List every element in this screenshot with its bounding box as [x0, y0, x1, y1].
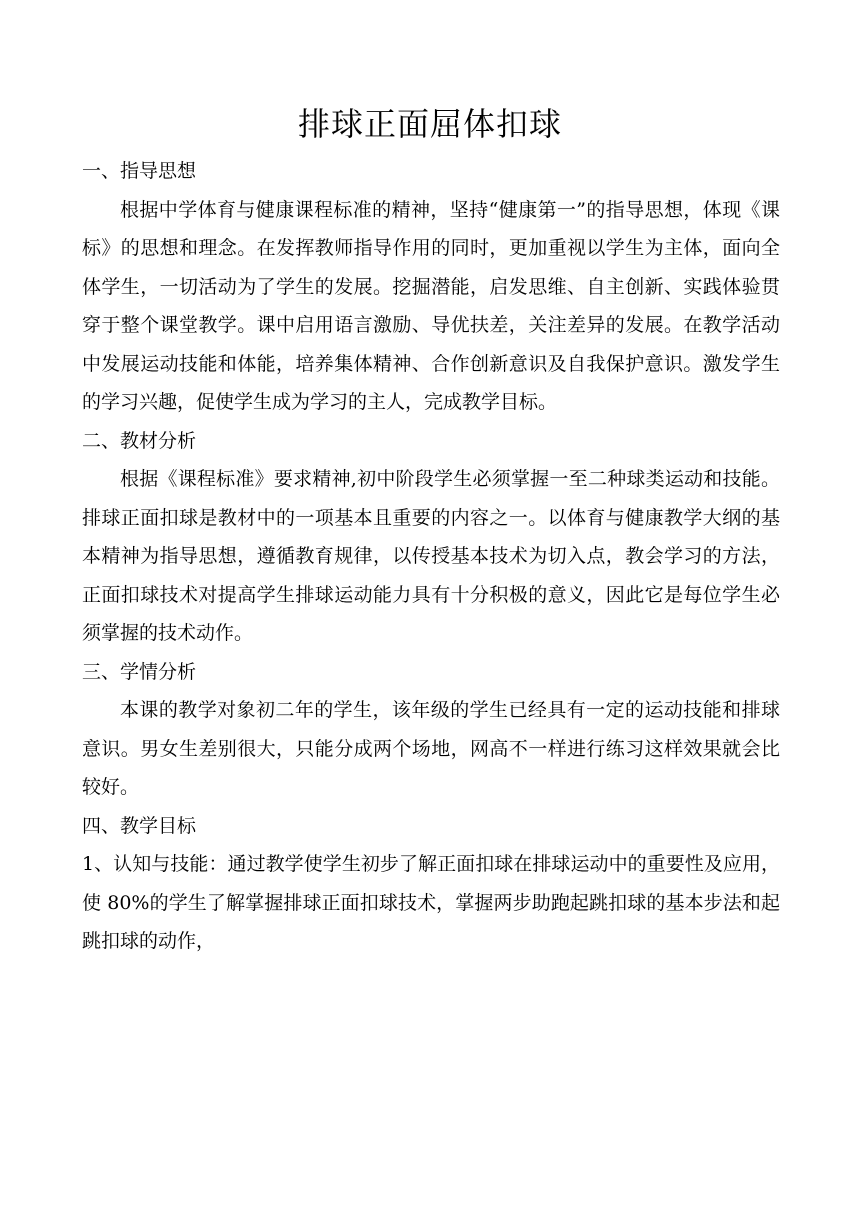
section-paragraph: 根据中学体育与健康课程标准的精神，坚持“健康第一”的指导思想，体现《课标》的思想和理念。在发挥教师指导作用的同时，更加重视以学生为主体，面向全体学生，一切活动为了学生的发展。挖掘潜能，启发思维、自主创新、实践体验贯穿于整个课堂教学。课中启用语言激励、导优扶差，关注差异的发展。在教学活动中发展运动技能和体能，培养集体精神、合作创新意识及自我保护意识。激发学生的学习兴趣，促使学生成为学习的主人，完成教学目标。	[82, 198, 780, 413]
section-heading: 二、教材分析	[82, 429, 197, 452]
section-student-analysis	[82, 653, 780, 807]
section-guiding-ideology	[82, 152, 780, 422]
document-body	[82, 152, 780, 961]
section-paragraph: 本课的教学对象初二年的学生，该年级的学生已经具有一定的运动技能和排球意识。男女生差别很大，只能分成两个场地，网高不一样进行练习这样效果就会比较好。	[82, 699, 780, 798]
section-paragraph: 1、认知与技能：通过教学使学生初步了解正面扣球在排球运动中的重要性及应用，使 80%的学生了解掌握排球正面扣球技术，掌握两步助跑起跳扣球的基本步法和起跳扣球的动作，	[82, 853, 780, 952]
section-teaching-goals	[82, 807, 780, 961]
section-heading: 一、指导思想	[82, 160, 197, 182]
section-paragraph: 根据《课程标准》要求精神,初中阶段学生必须掌握一至二种球类运动和技能。排球正面扣球是教材中的一项基本且重要的内容之一。以体育与健康教学大纲的基本精神为指导思想，遵循教育规律，以传授基本技术为切入点，教会学习的方法，正面扣球技术对提高学生排球运动能力具有十分积极的意义，因此它是每位学生必须掌握的技术动作。	[82, 468, 780, 644]
document-title: 排球正面屈体扣球	[297, 105, 562, 143]
section-heading: 三、学情分析	[82, 660, 197, 683]
section-material-analysis	[82, 422, 780, 653]
section-heading: 四、教学目标	[82, 814, 197, 837]
